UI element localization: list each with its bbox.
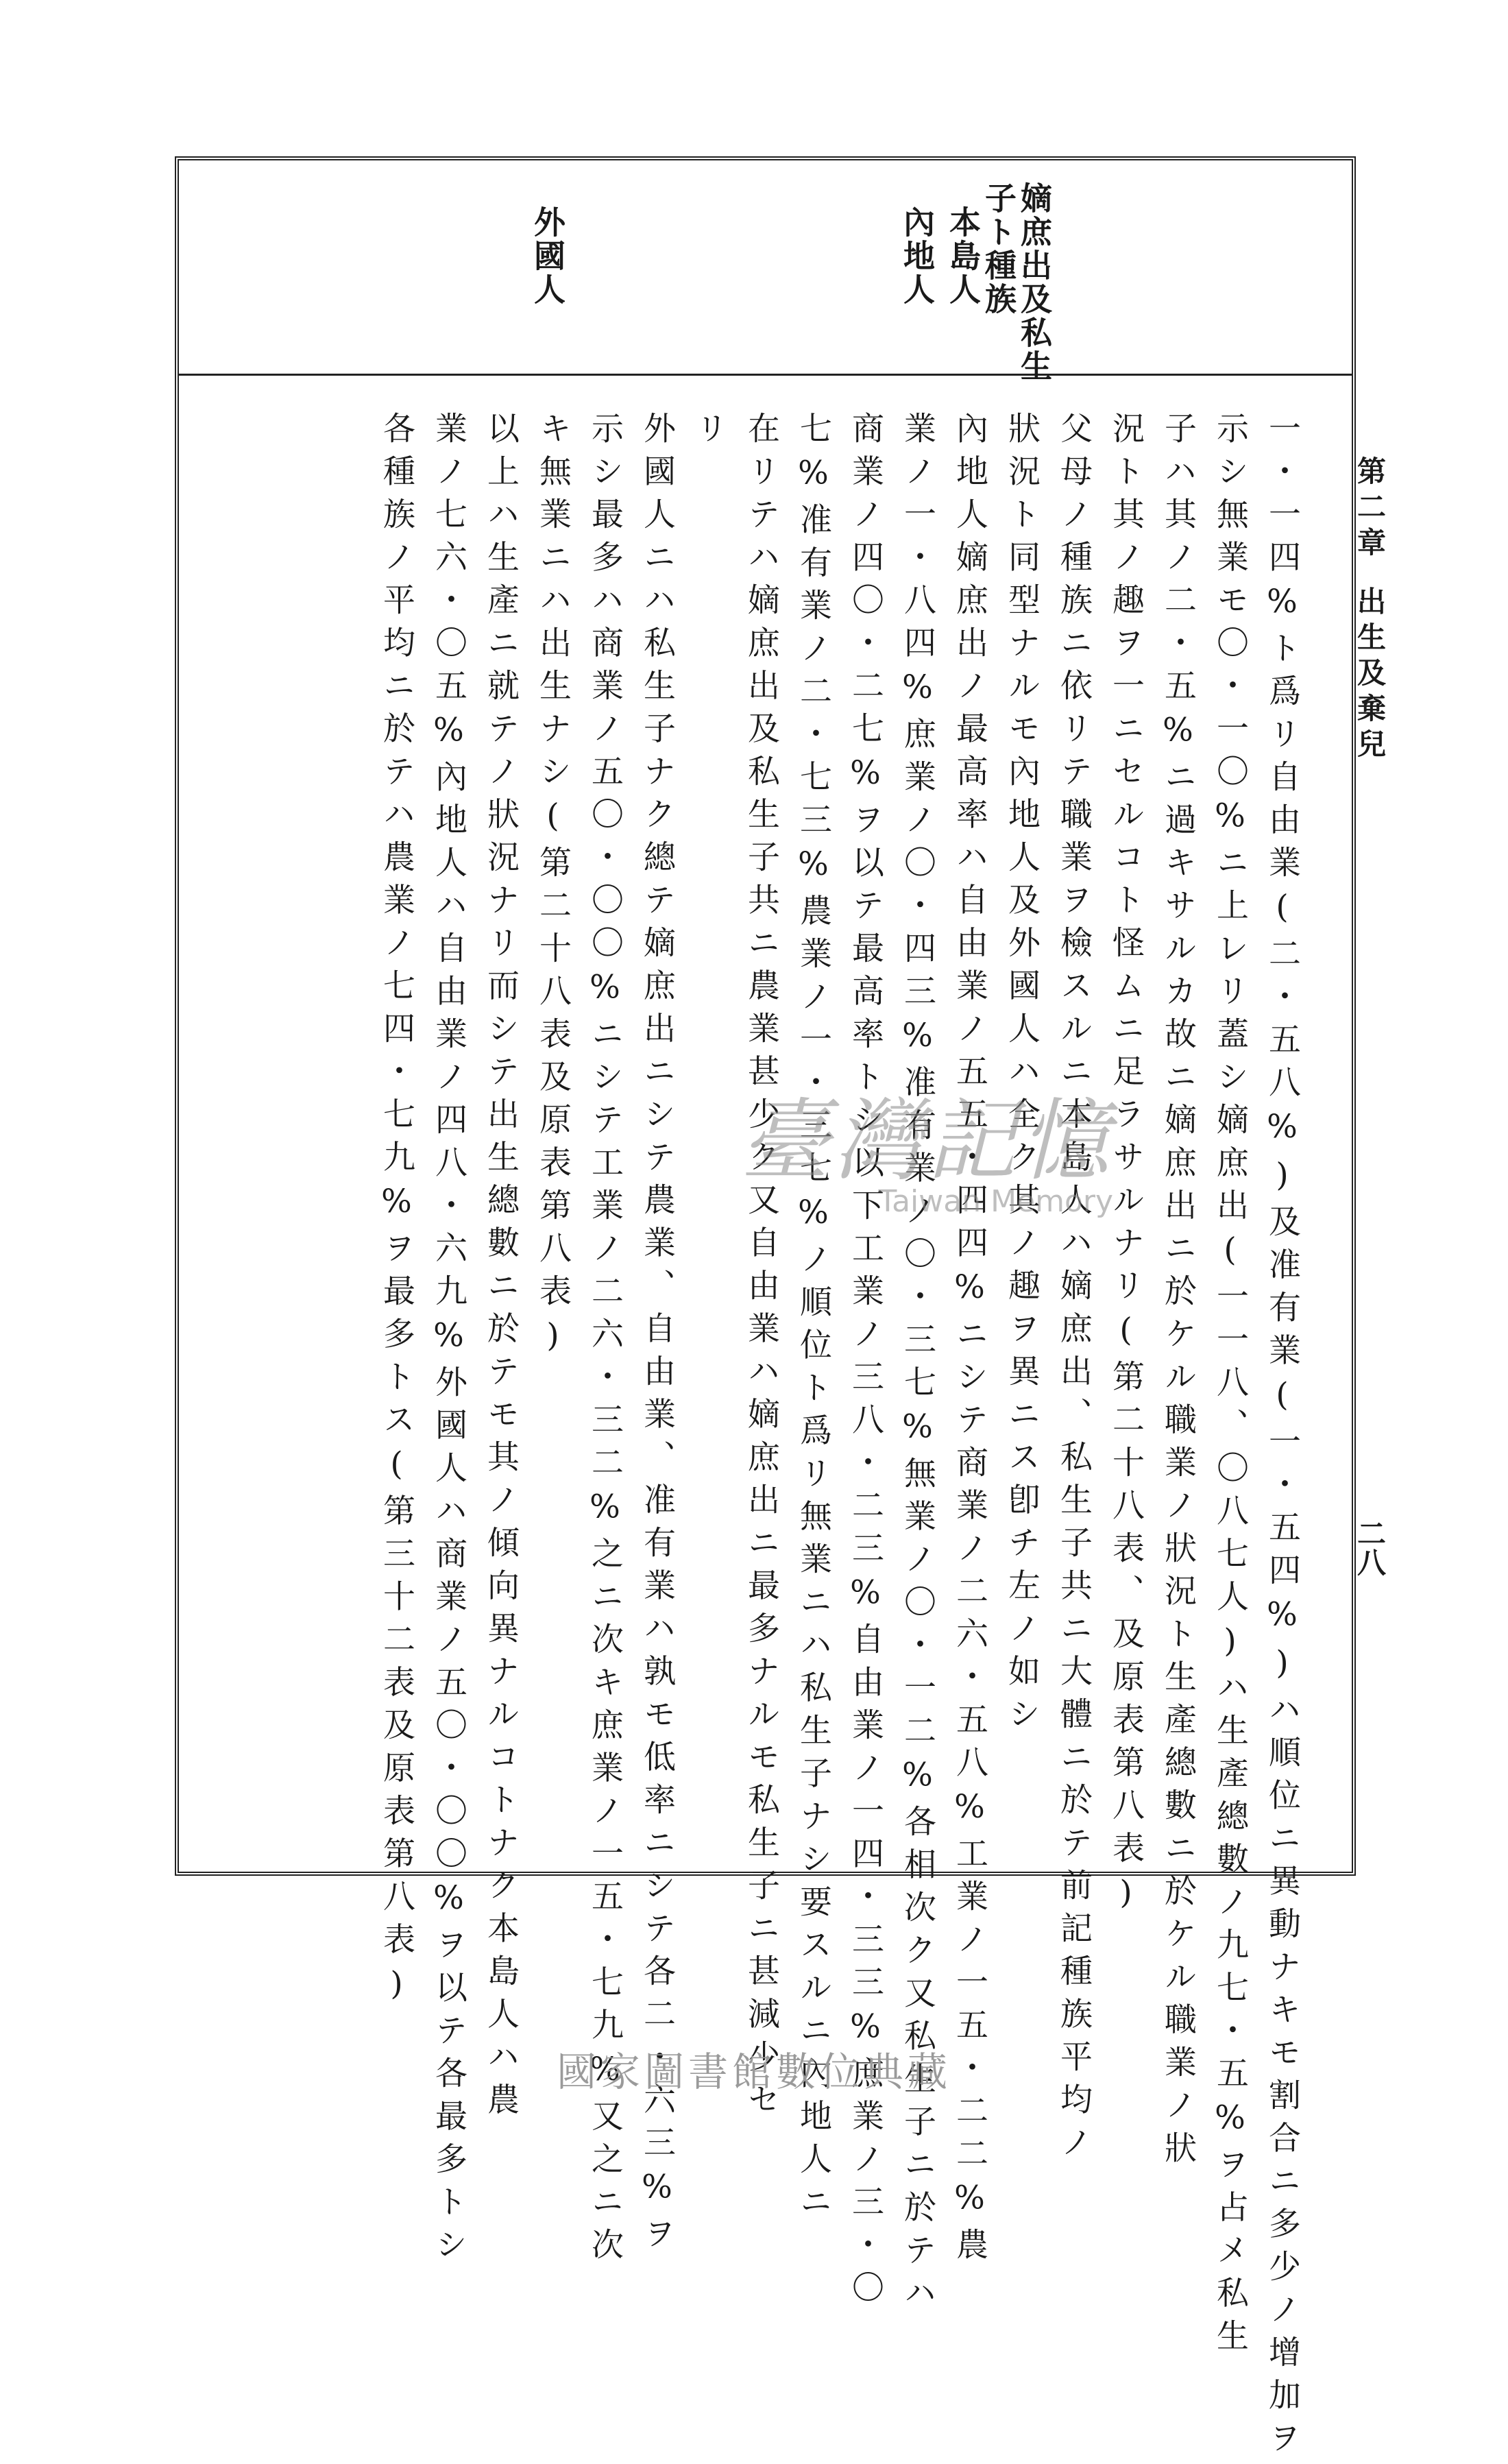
body-line-12: リ [690,411,728,455]
body-line-16: 以上ハ生產ニ就テノ狀況ナリ而シテ出生總數ニ於テモ其ノ傾向異ナルコトナク本島人ハ農 [482,411,520,2125]
body-line-8: 業ノ一・八四%庶業ノ〇・四三%准有業ノ〇・三七%無業ノ〇・一二%各相次ク又私生子ニ於テハ [899,411,936,2319]
body-line-9: 商業ノ四〇・二七%ヲ以テ最高率トシ以下工業ノ三八・二三%自由業ノ一四・三三%庶業ノ三・〇 [847,411,884,2313]
body-line-6: 狀況ト同型ナルモ內地人及外國人ハ全ク其ノ趣ヲ異ニス卽チ左ノ如シ [1003,411,1041,1740]
header-line-2: 子ト種族 [980,182,1017,316]
body-line-13: 外國人ニハ私生子ナク總テ嫡庶出ニシテ農業、自由業、准有業ハ孰モ低率ニシテ各二・六三%ヲ [638,411,676,2260]
header-line-4: 內地人 [899,206,936,306]
body-line-17: 業ノ七六・〇五%內地人ハ自由業ノ四八・六九%外國人ハ商業ノ五〇・〇〇%ヲ以テ各最多トシ [430,411,467,2271]
body-line-18: 各種族ノ平均ニ於テハ農業ノ七四・七九%ヲ最多トス(第三十二表及原表第八表) [378,411,415,2014]
header-line-5: 外國人 [529,206,566,306]
header-line-1: 嫡庶出及私生 [1016,182,1053,383]
body-line-14: 示シ最多ハ商業ノ五〇・〇〇%ニシテ工業ノ二六・三二%之ニ次キ庶業ノ一五・七九%又之ニ次 [586,411,624,2271]
body-line-5: 父母ノ種族ニ依リテ職業ヲ檢スルニ本島人ハ嫡庶出、私生子共ニ大體ニ於テ前記種族平均ノ [1055,411,1093,2169]
body-line-1: 一・一四%ト爲リ自由業(二・五八%)及准有業(一・五四%)ハ順位ニ異動ナキモ割合ニ多少ノ增加ヲ [1263,411,1301,2464]
page-number: 二八 [1353,1519,1387,1576]
body-line-15: キ無業ニハ出生ナシ(第二十八表及原表第八表) [534,411,572,1365]
body-line-3: 子ハ其ノ二・五%ニ過キサルカ故ニ嫡庶出ニ於ケル職業ノ狀況ト生產總數ニ於ケル職業ノ狀 [1159,411,1197,2174]
header-rule [178,374,1352,376]
taiwan-memory-watermark [740,1070,1113,1219]
body-line-7: 內地人嫡庶出ノ最高率ハ自由業ノ五五・四四%ニシテ商業ノ二六・五八%工業ノ一五・二二%農 [951,411,988,2271]
header-line-3: 本島人 [945,206,982,306]
watermark-main-text: 臺灣記憶 [740,1089,1114,1193]
body-line-4: 況ト其ノ趣ヲ一ニセルコト怪ムニ足ラサルナリ(第二十八表、及原表第八表) [1107,411,1145,1922]
body-line-11: 在リテハ嫡庶出及私生子共ニ農業甚少ク又自由業ハ嫡庶出ニ最多ナルモ私生子ニ甚減少セ [742,411,780,2125]
running-head-title: 出生及棄兒 [1353,586,1387,764]
watermark-sub-text: Taiwan Memory [878,1184,1114,1219]
running-head-chapter: 第二章 [1353,456,1387,563]
body-line-10: 七%准有業ノ二・七三%農業ノ一・三七%ノ順位ト爲リ無業ニハ私生子ナシ要スルニ內地人ニ [794,411,832,2227]
body-line-2: 示シ無業モ〇・一〇%ニ上レリ蓋シ嫡庶出(一一八、〇八七人)ハ生產總數ノ九七・五%ヲ占メ私生 [1211,411,1249,2362]
footer-collection-label: 國家圖書館數位典藏 [556,2049,951,2095]
